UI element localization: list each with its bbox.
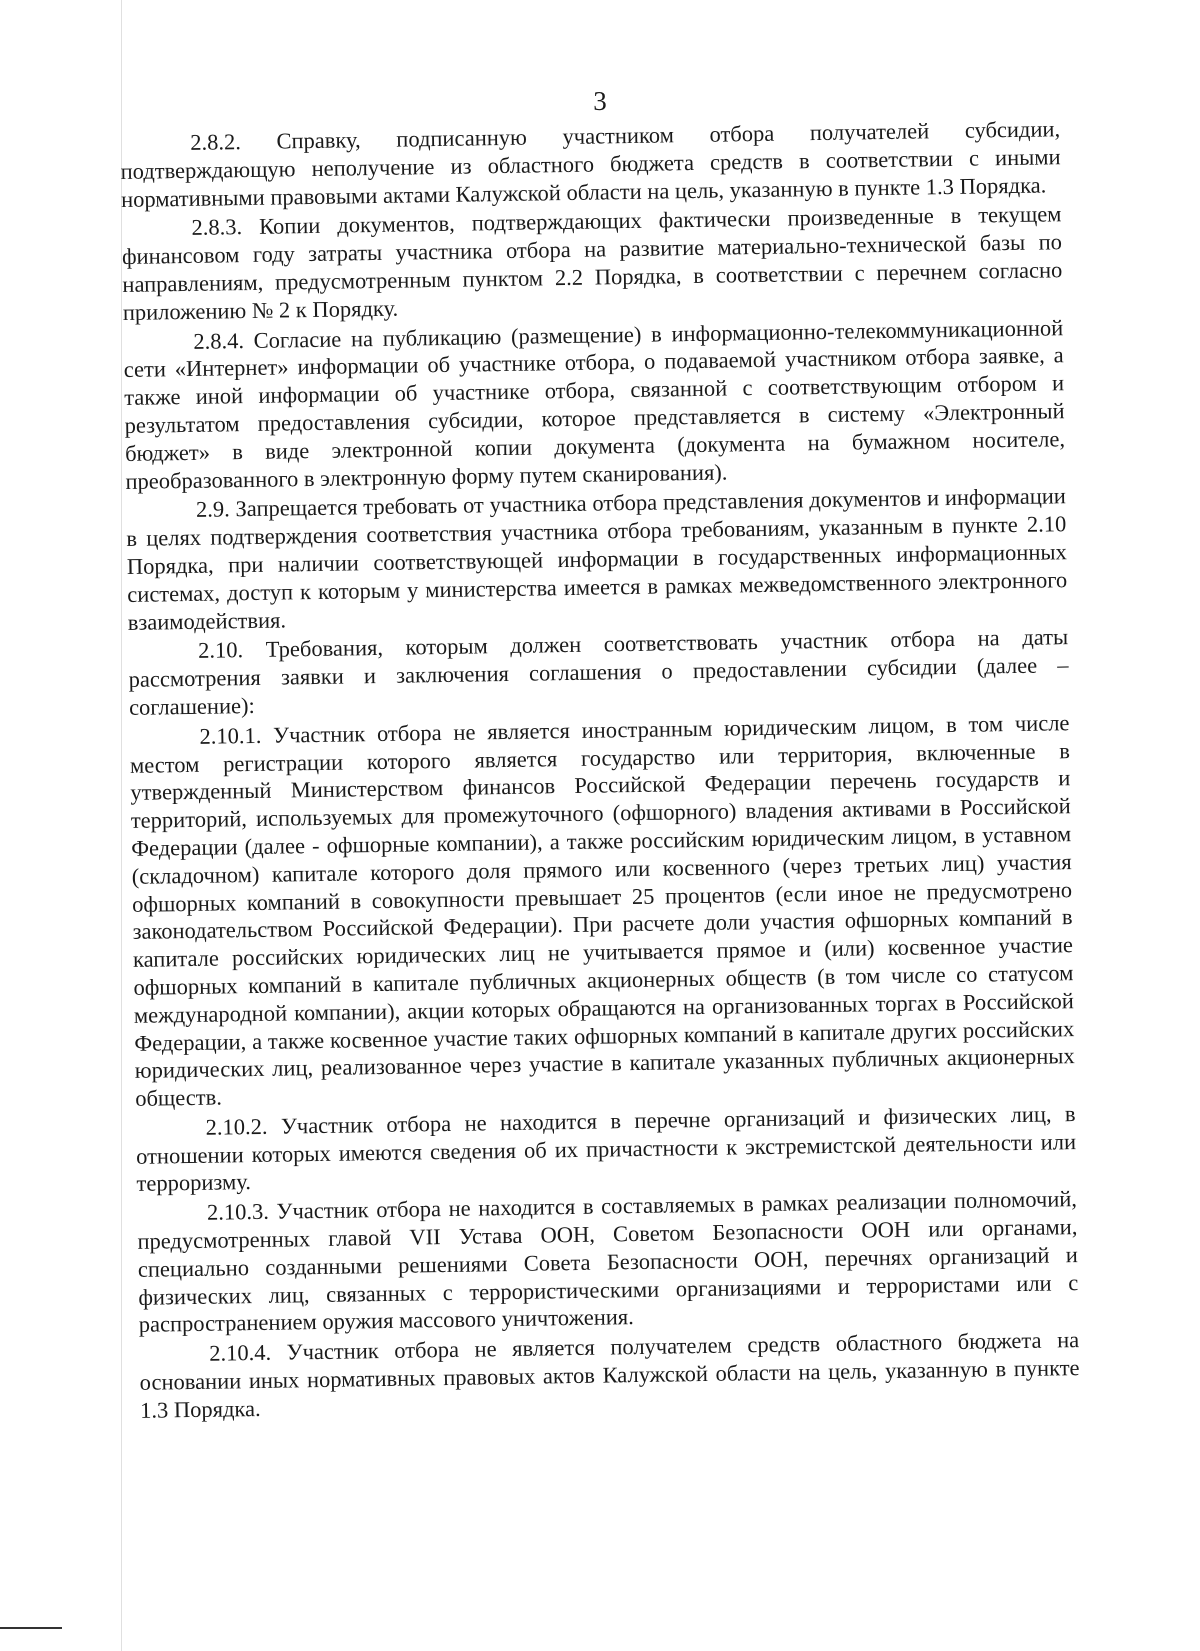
paragraph-2-10-2: 2.10.2. Участник отбора не находится в перечне организаций и физических лиц, в отношении которых имеются сведения об их причастности к экстремистской деятельности или терроризму. — [135, 1101, 1077, 1197]
scan-margin-mark — [0, 1627, 62, 1629]
page-number: 3 — [593, 86, 607, 116]
paragraph-2-10-4: 2.10.4. Участник отбора не является получателем средств областного бюджета на основании иных нормативных правовых актов Калужской области на цель, указанную в пункте 1.3 Порядка. — [139, 1327, 1080, 1423]
paragraph-2-10: 2.10. Требования, которым должен соответствовать участник отбора на даты рассмотрения заявки и заключения соглашения о предоставлении субсидии (далее – соглашение): — [128, 624, 1069, 720]
paragraph-2-10-1: 2.10.1. Участник отбора не является иностранным юридическим лицом, в том числе местом регистрации которого является государство или территория, включенные в утвержденный Министерством финансов Российской Федерации перечень государств и территорий, используемых для промежуточного (офшорного) владения активами в Российской Федерации (далее - офшорные компании), а также российским юридическим лицом, в уставном (складочном) капитале которого доля прямого или косвенного (через третьих лиц) участия офшорных компаний в совокупности превышает 25 процентов (если иное не предусмотрено законодательством Российской Федерации). При расчете доли участия офшорных компаний в капитале российских юридических лиц не учитывается прямое и (или) косвенное участие офшорных компаний в капитале публичных акционерных обществ (в том числе со статусом международной компании), акции которых обращаются на организованных торгах в Российской Федерации, а также косвенное участие таких офшорных компаний в капитале других российских юридических лиц, реализованное через участие в капитале указанных публичных акционерных обществ. — [129, 709, 1075, 1111]
paragraph-2-8-3: 2.8.3. Копии документов, подтверждающих фактически произведенные в текущем финансовом году затраты участника отбора на развитие материально-технической базы по направлениям, предусмотренным пунктом 2.2 Порядка, в соответствии с перечнем согласно приложению № 2 к Порядку. — [121, 201, 1063, 325]
paragraph-2-9: 2.9. Запрещается требовать от участника отбора представления документов и информации в целях подтверждения соответствия участника отбора требованиям, указанным в пункте 2.10 Порядка, при наличии соответствующей информации в государственных информационных системах, доступ к которым у министерства имеется в рамках межведомственного электронного взаимодействия. — [126, 483, 1068, 635]
paragraph-2-10-3: 2.10.3. Участник отбора не находится в составляемых в рамках реализации полномочий, предусмотренных главой VII Устава ООН, Советом Безопасности ООН или органами, специально созданными решениями Совета Безопасности ООН, перечнях организаций и физических лиц, связанных с террористическими организациями и террористами или с распространением оружия массового уничтожения. — [137, 1186, 1079, 1338]
document-body — [120, 115, 1080, 1426]
paragraph-2-8-4: 2.8.4. Согласие на публикацию (размещение) в информационно-телекоммуникационной сети «Интернет» информации об участнике отбора, о подаваемой участником отбора заявке, а также иной информации об участнике отбора, связанной с соответствующим отбором и результатом предоставления субсидии, которое представляется в систему «Электронный бюджет» в виде электронной копии документа (документа на бумажном носителе, преобразованного в электронную форму путем сканирования). — [123, 314, 1066, 494]
paragraph-2-8-2: 2.8.2. Справку, подписанную участником отбора получателей субсидии, подтверждающую неполучение из областного бюджета средств в соответствии с иными нормативными правовыми актами Калужской области на цель, указанную в пункте 1.3 Порядка. — [120, 116, 1061, 212]
